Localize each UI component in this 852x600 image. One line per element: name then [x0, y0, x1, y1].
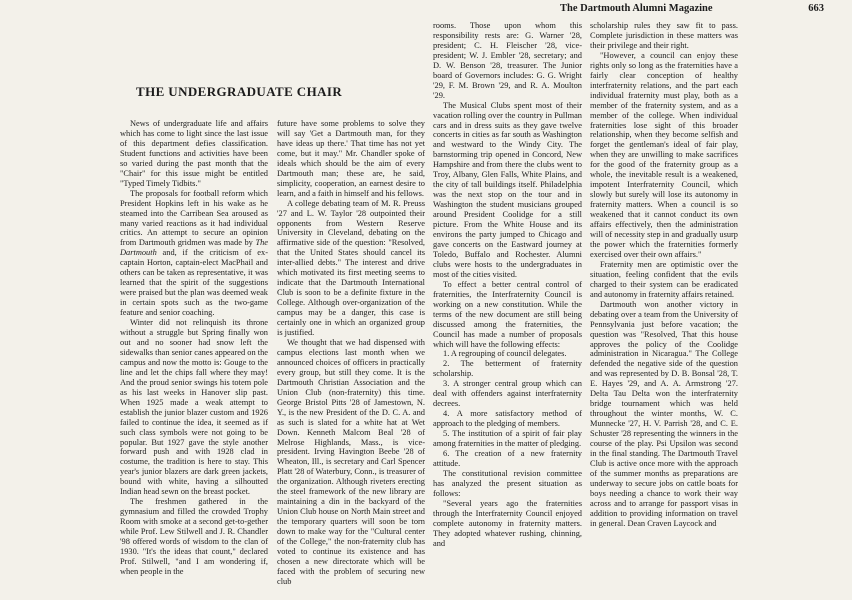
- paragraph: Dartmouth won another victory in debating over a team from the University of Pennsylvania just before vacation; the question was "Resolved, That this house approves the policy of the Coolidge administration in Nicaragua." The College defended the negative side of the question and was represented by D. B. Bonsal '28, T. E. Hayes '29, and A. A. Armstrong '27. Delta Tau Delta won the interfraternity bridge tournament which was held throughout the winter months, W. C. Munnecke '27, H. V. Parrish '28, and C. E. Schuster '28 representing the winners in the course of the play. Psi Upsilon was second in the final standing. The Dartmouth Travel Club is active once more with the approach of the summer months as preparations are underway to secure jobs on cattle boats for boys needing a chance to work their way across and to arrange for passport visas in addition to providing information on travel in general. Dean Craven Laycock and: [590, 299, 738, 528]
- text-column-3: [433, 21, 582, 549]
- paragraph: "However, a council can enjoy these rights only so long as the fraternities have a fairly clear conception of healthy interfraternity relations, and the part each individual fraternity must play, both as a member of the fraternity system, and as a member of the college. When individual fraternities lose sight of this broader relationship, when they become selfish and forget the gentleman's ideal of fair play, when they are unwilling to make sacrifices for the good of the fraternity group as a whole, the inevitable result is a weakened, impotent Interfraternity Council, which slowly but surely will lose its autonomy in fraternity matters. When a council is so weakened that it cannot conduct its own affairs effectively, then the administration will of necessity step in and gradually usurp the power which the fraternities formerly exercised over their own affairs.": [590, 50, 738, 259]
- paragraph: future have some problems to solve they will say 'Get a Dartmouth man, for they have ideas up there.' That time has not yet come, but it may." Mr. Chandler spoke of ideals which should be the aim of every Dartmouth man; these are, he said, simplicity, cooperation, an earnest desire to learn, and a faith in himself and his fellows.: [277, 119, 425, 198]
- paragraph: The Musical Clubs spent most of their vacation rolling over the country in Pullman cars and in dress suits as they gave twelve concerts in cities as far south as Washington and westward to the Windy City. The barnstorming trip opened in Concord, New Hampshire and from there the clubs went to Troy, Albany, Glen Falls, White Plains, and the city of tall buildings itself. Philadelphia was the next stop on the tour and in Washington the student musicians grouped around President Coolidge for a still picture. From the White House and its environs the party jumped to Chicago and gave concerts on the Eastward journey at Toledo, Buffalo and Rochester. Alumni clubs were hosts to the undergraduates in most of the cities visited.: [433, 100, 582, 279]
- article-title: THE UNDERGRADUATE CHAIR: [136, 84, 343, 99]
- paragraph: The proposals for football reform which President Hopkins left in his wake as he steamed into the Carribean Sea aroused as many varied reactions as it had individual critics. An attempt to secure an opinion from Dartmouth gridmen was made by The Dartmouth and, if the criticism of ex-captain Horton, captain-elect MacPhail and others can be taken as representative, it was learned that the spirit of the suggestions were praised but the plan was deemed weak in certain spots such as the two-game feature and senior coaching.: [120, 188, 268, 318]
- paragraph: News of undergraduate life and affairs which has come to light since the last issue of this department defies classification. Student functions and activities have been so varied during the past month that the "Chair" for this issue might be entitled "Typed Timely Tidbits.": [120, 119, 268, 188]
- list-item: 1. A regrouping of council delegates.: [443, 349, 567, 359]
- text-column-1: [120, 119, 268, 577]
- paragraph: To effect a better central control of fraternities, the Interfraternity Council is working on a new constitution. While the terms of the new document are still being discussed among the fraternities, the Council has made a number of proposals which will have the following effects:: [433, 279, 582, 349]
- list-item: 3. A stronger central group which can deal with offenders against interfraternity decrees.: [433, 379, 582, 409]
- paragraph: The freshmen gathered in the gymnasium and filled the crowded Trophy Room with smoke at a second get-to-gether while Prof. Lew Stilwell and J. R. Chandler '98 offered words of wisdom to the clan of 1930. "It's the ideas that count," declared Prof. Stilwell, "and I am wondering if, when people in the: [120, 497, 268, 576]
- list-item: 6. The creation of a new fraternity attitude.: [433, 448, 582, 468]
- paragraph: Fraternity men are optimistic over the situation, feeling confident that the evils charged to their system can be eradicated and autonomy in fraternity affairs retained.: [590, 259, 738, 299]
- list-item: 2. The betterment of fraternity scholarship.: [433, 359, 582, 379]
- paragraph: We thought that we had dispensed with campus elections last month when we announced choices of officers in practically every group, but still they come. It is the Dartmouth Christian Association and the Union Club (non-fraternity) this time. George Bristol Pitts '28 of Jamestown, N. Y., is the new President of the D. C. A. and as such is slated for a white hat at Wet Down. Kenneth Malcom Beal '28 of Melrose Highlands, Mass., is vice-president. Irving Havington Beebe '28 of Wheaton, Ill., is secretary and Carl Spencer Platt '28 of Waterbury, Conn., is treasurer of the organization. Although riveters erecting the steel framework of the new library are maintaining a din in the backyard of the Union Club house on North Main street and the temporary quarters will soon be torn down to make way for the "Cultural center of the College," the non-fraternity club has voted to continue its existence and has chosen a new directorate which will be faced with the problem of securing new club: [277, 337, 425, 586]
- paragraph: rooms. Those upon whom this responsibility rests are: G. Warner '28, president; C. H. Fleischer '28, vice-president; W. J. Embler '28, secretary; and D. W. Benson '28, treasurer. The Junior board of Governors includes: G. G. Wright '29, F. M. Brown '29, and R. A. Moulton '29.: [433, 21, 582, 100]
- paragraph: "Several years ago the fraternities through the Interfraternity Council enjoyed complete autonomy in fraternity matters. They adopted whatever rushing, chinning, and: [433, 498, 582, 548]
- list-item: 4. A more satisfactory method of approach to the pledging of members.: [433, 409, 582, 429]
- paragraph: scholarship rules they saw fit to pass. Complete jurisdiction in these matters was their privilege and their right.: [590, 21, 738, 50]
- page-number: 663: [808, 3, 824, 14]
- text-column-4: [590, 21, 738, 529]
- list-item: 5. The institution of a spirit of fair play among fraternities in the matter of pledging.: [433, 429, 582, 449]
- text-column-2: [277, 119, 425, 587]
- paragraph: A college debating team of M. R. Preuss '27 and L. W. Taylor '28 outpointed their opponents from Western Reserve University in Cleveland, debating on the affirmative side of the question: "Resolved, that the United States should cancel its inter-allied debts." The interest and drive which motivated its first meeting seems to indicate that the Dartmouth International Club is soon to be a definite fixture in the College. Although over-organization of the campus may be a danger, this case is certainly one in which an organized group is justified.: [277, 198, 425, 338]
- paragraph: The constitutional revision committee has analyzed the present situation as follows:: [433, 468, 582, 498]
- running-head: The Dartmouth Alumni Magazine: [560, 3, 713, 14]
- paragraph: Winter did not relinquish its throne without a struggle but Spring finally won out and no sooner had snow left the sidewalks than senior canes appeared on the campus and now the motto is: Gouge to the line and let the chips fall where they may! And the proud senior swings his totem pole as his last weeks in Hanover slip past. When 1925 made a weak attempt to establish the junior blazer custom and 1926 failed to continue the idea, it seemed as if such class symbols were not going to be popular. But 1927 gave the style another forward push and with 1928 clad in costume, the tradition is here to stay. This year's junior blazers are dark green jackets, bound with white, having a silhoutted Indian head sewn on the breast pocket.: [120, 318, 268, 497]
